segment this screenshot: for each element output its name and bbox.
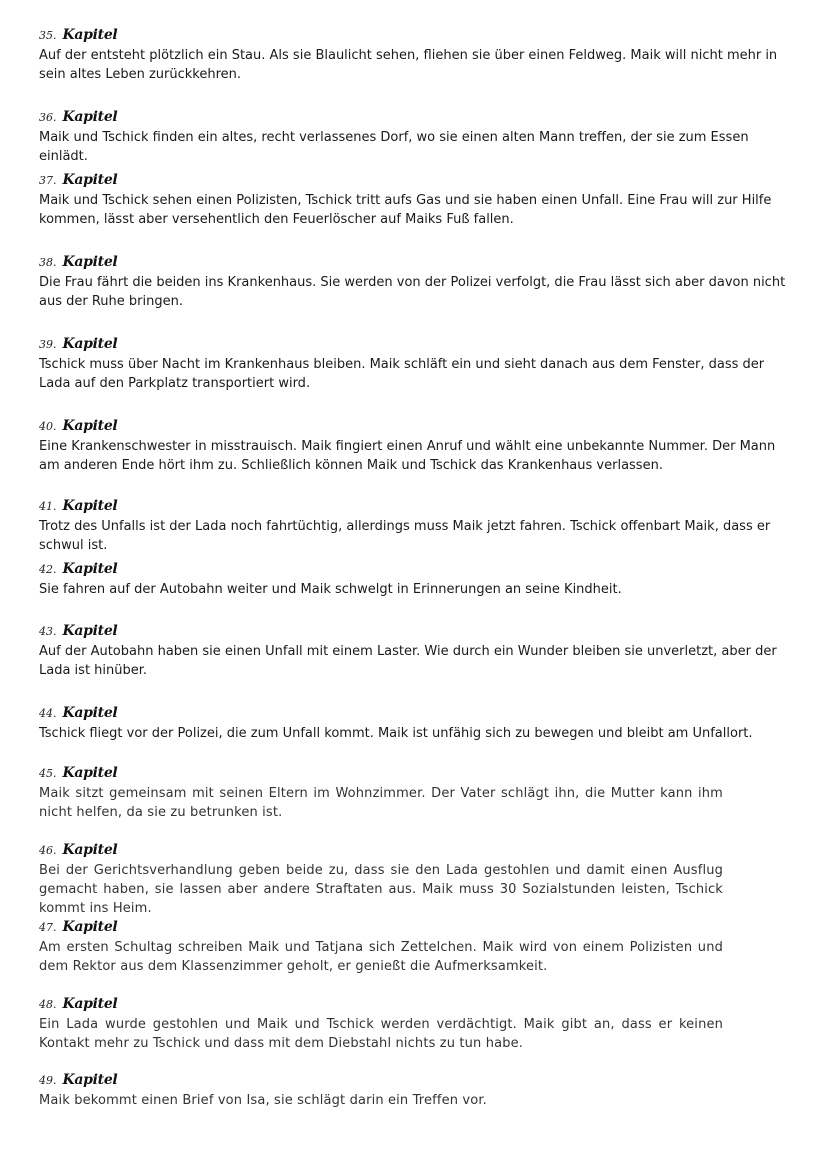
chapter-label: Kapitel — [62, 172, 118, 188]
chapter-heading — [39, 993, 799, 1015]
chapter-41 — [39, 495, 799, 558]
chapter-36 — [39, 106, 799, 169]
chapter-number: 47. — [39, 921, 57, 934]
chapter-heading — [39, 620, 799, 642]
chapter-summary: Auf der entsteht plötzlich ein Stau. Als sie Blaulicht sehen, fliehen sie über einen Feldweg. Maik will nicht mehr in sein altes Leben zurückkehren. — [39, 48, 778, 82]
chapter-summary: Eine Krankenschwester in misstrauisch. Maik fingiert einen Anruf und wählt eine unbekannte Nummer. Der Mann am anderen Ende hört ihm zu. Schließlich können Maik und Tschick das Krankenhaus verlassen. — [39, 439, 776, 473]
chapter-44 — [39, 702, 799, 762]
chapter-heading — [39, 839, 799, 861]
chapter-label: Kapitel — [62, 705, 118, 721]
chapter-heading — [39, 333, 799, 355]
chapter-heading — [39, 762, 799, 784]
chapter-number: 40. — [39, 420, 57, 433]
chapter-summary: Maik und Tschick sehen einen Polizisten, Tschick tritt aufs Gas und sie haben einen Unfall. Eine Frau will zur Hilfe kommen, lässt aber versehentlich den Feuerlöscher auf Maiks Fuß fallen. — [39, 193, 772, 227]
chapter-35 — [39, 24, 799, 106]
chapter-46 — [39, 839, 799, 916]
chapter-label: Kapitel — [62, 418, 118, 434]
chapter-summary: Tschick fliegt vor der Polizei, die zum Unfall kommt. Maik ist unfähig sich zu bewegen und bleibt am Unfallort. — [39, 726, 753, 741]
chapter-summary: Bei der Gerichtsverhandlung geben beide zu, dass sie den Lada gestohlen und damit einen Ausflug gemacht haben, sie lassen aber andere Straftaten aus. Maik muss 30 Sozialstunden leisten, Tschick kommt ins Heim. — [39, 863, 723, 916]
chapter-45 — [39, 762, 799, 839]
chapter-label: Kapitel — [62, 109, 118, 125]
chapter-heading — [39, 495, 799, 517]
chapter-number: 49. — [39, 1074, 57, 1087]
chapter-number: 42. — [39, 563, 57, 576]
chapter-number: 44. — [39, 707, 57, 720]
chapter-label: Kapitel — [62, 623, 118, 639]
chapter-label: Kapitel — [62, 919, 118, 935]
chapter-49 — [39, 1069, 799, 1119]
chapter-number: 38. — [39, 256, 57, 269]
chapter-43 — [39, 620, 799, 702]
chapter-label: Kapitel — [62, 1072, 118, 1088]
chapter-number: 39. — [39, 338, 57, 351]
chapter-summary: Tschick muss über Nacht im Krankenhaus bleiben. Maik schläft ein und sieht danach aus dem Fenster, dass der Lada auf den Parkplatz transportiert wird. — [39, 357, 765, 391]
chapter-label: Kapitel — [62, 498, 118, 514]
chapter-summary: Maik und Tschick finden ein altes, recht verlassenes Dorf, wo sie einen alten Mann treffen, der sie zum Essen einlädt. — [39, 130, 749, 164]
chapter-label: Kapitel — [62, 254, 118, 270]
chapter-38 — [39, 251, 799, 333]
chapter-number: 36. — [39, 111, 57, 124]
chapter-label: Kapitel — [62, 996, 118, 1012]
chapter-summary: Die Frau fährt die beiden ins Krankenhaus. Sie werden von der Polizei verfolgt, die Frau lässt sich aber davon nicht aus der Ruhe bringen. — [39, 275, 786, 309]
chapter-number: 48. — [39, 998, 57, 1011]
chapter-heading — [39, 415, 799, 437]
chapter-number: 35. — [39, 29, 57, 42]
chapter-48 — [39, 993, 799, 1069]
chapter-label: Kapitel — [62, 27, 118, 43]
chapter-summary: Maik bekommt einen Brief von Isa, sie schlägt darin ein Treffen vor. — [39, 1093, 487, 1108]
chapter-heading — [39, 24, 799, 46]
chapter-summary: Maik sitzt gemeinsam mit seinen Eltern im Wohnzimmer. Der Vater schlägt ihn, die Mutter kann ihm nicht helfen, da sie zu betrunken ist. — [39, 786, 723, 820]
chapter-42 — [39, 558, 799, 620]
chapter-heading — [39, 702, 799, 724]
chapter-number: 41. — [39, 500, 57, 513]
chapter-label: Kapitel — [62, 336, 118, 352]
chapter-39 — [39, 333, 799, 415]
chapter-summary: Sie fahren auf der Autobahn weiter und Maik schwelgt in Erinnerungen an seine Kindheit. — [39, 582, 622, 597]
chapter-summary: Ein Lada wurde gestohlen und Maik und Tschick werden verdächtigt. Maik gibt an, dass er keinen Kontakt mehr zu Tschick und dass mit dem Diebstahl nichts zu tun habe. — [39, 1017, 723, 1051]
chapter-number: 43. — [39, 625, 57, 638]
chapter-summary: Am ersten Schultag schreiben Maik und Tatjana sich Zettelchen. Maik wird von einem Polizisten und dem Rektor aus dem Klassenzimmer geholt, er genießt die Aufmerksamkeit. — [39, 940, 723, 974]
chapter-heading — [39, 916, 799, 938]
chapter-number: 37. — [39, 174, 57, 187]
chapter-heading — [39, 558, 799, 580]
chapter-label: Kapitel — [62, 842, 118, 858]
chapter-label: Kapitel — [62, 561, 118, 577]
chapter-label: Kapitel — [62, 765, 118, 781]
chapter-47 — [39, 916, 799, 993]
chapter-heading — [39, 106, 799, 128]
chapter-summary: Trotz des Unfalls ist der Lada noch fahrtüchtig, allerdings muss Maik jetzt fahren. Tschick offenbart Maik, dass er schwul ist. — [39, 519, 771, 553]
chapter-summary-page — [39, 24, 799, 1119]
chapter-heading — [39, 1069, 799, 1091]
chapter-heading — [39, 169, 799, 191]
chapter-summary: Auf der Autobahn haben sie einen Unfall mit einem Laster. Wie durch ein Wunder bleiben sie unverletzt, aber der Lada ist hinüber. — [39, 644, 777, 678]
chapter-number: 46. — [39, 844, 57, 857]
chapter-37 — [39, 169, 799, 251]
chapter-heading — [39, 251, 799, 273]
chapter-40 — [39, 415, 799, 495]
chapter-number: 45. — [39, 767, 57, 780]
